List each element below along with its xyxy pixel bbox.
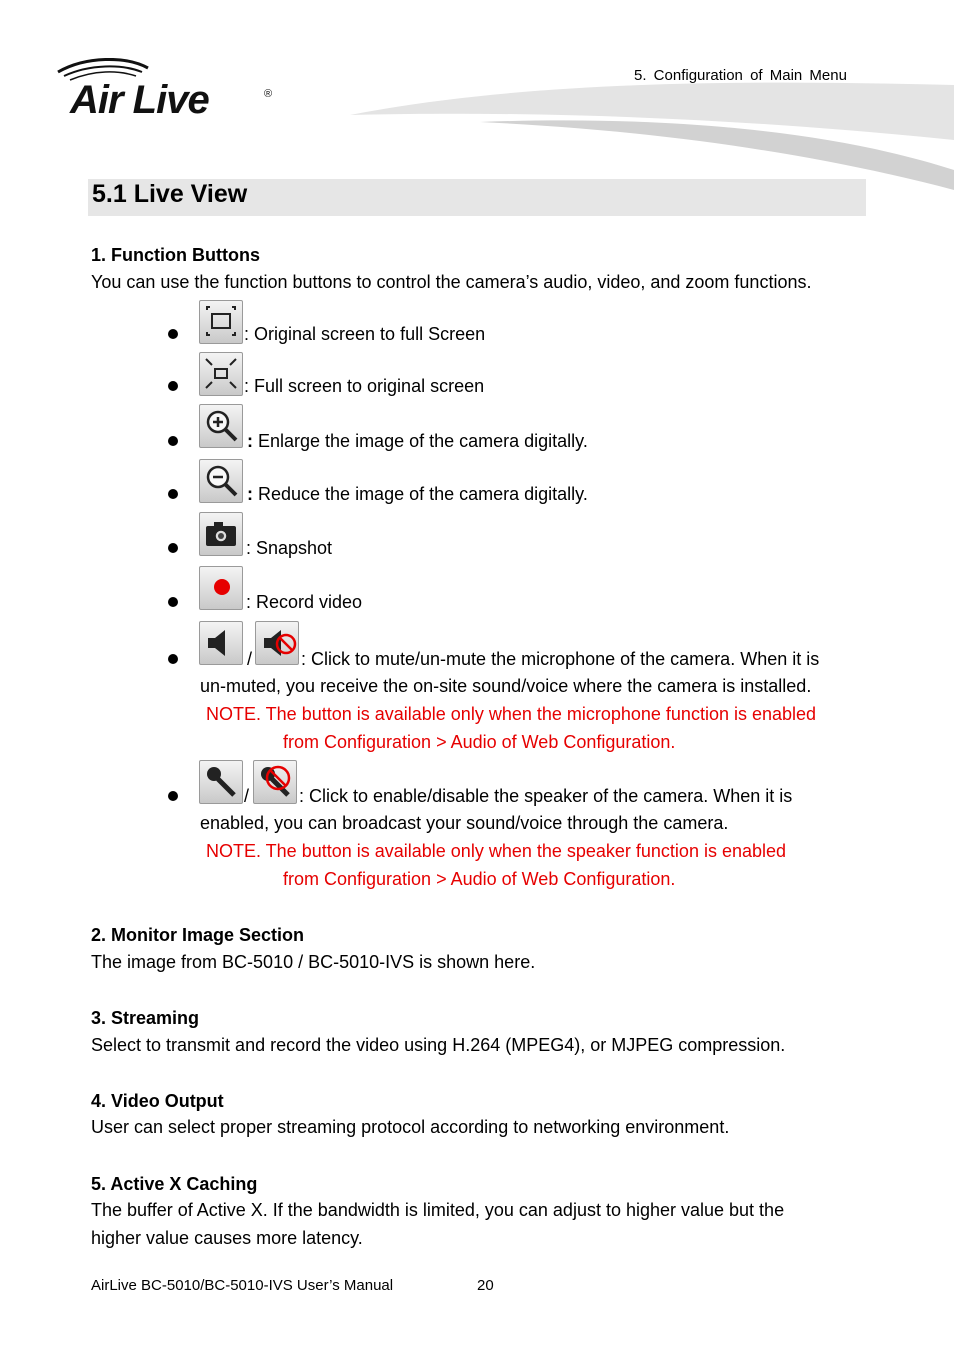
zoom-out-description (247, 484, 588, 505)
speaker-description: : Click to enable/disable the speaker of the camera. When it is (299, 786, 793, 806)
activex-text: The buffer of Active X. If the bandwidth is limited, you can adjust to higher value but the (91, 1200, 785, 1220)
bullet (168, 543, 178, 553)
exit-fullscreen-icon (199, 352, 243, 396)
microphone-description-cont: un-muted, you receive the on-site sound/voice where the camera is installed. (200, 676, 812, 696)
microphone-icon (199, 621, 243, 665)
streaming-text: Select to transmit and record the video using H.264 (MPEG4), or MJPEG compression. (91, 1035, 786, 1055)
page-number: 20 (477, 1277, 494, 1294)
slash: / (244, 786, 250, 806)
record-description: : Record video (246, 592, 363, 612)
speaker-disabled-icon (253, 760, 297, 804)
activex-heading: 5. Active X Caching (91, 1174, 258, 1194)
bullet (168, 381, 178, 391)
colon: : (247, 431, 253, 451)
speaker-description-cont: enabled, you can broadcast your sound/voice through the camera. (200, 813, 729, 833)
slash: / (247, 649, 253, 669)
section-title-bar (88, 179, 866, 216)
bullet (168, 791, 178, 801)
bullet (168, 329, 178, 339)
fullscreen-description: : Original screen to full Screen (244, 324, 486, 344)
monitor-heading: 2. Monitor Image Section (91, 925, 305, 945)
video-output-heading: 4. Video Output (91, 1091, 224, 1111)
speaker-icon (199, 760, 243, 804)
bullet (168, 489, 178, 499)
microphone-description: : Click to mute/un-mute the microphone of the camera. When it is (301, 649, 820, 669)
airlive-logo (56, 58, 286, 124)
fullscreen-icon (199, 300, 243, 344)
speaker-note: NOTE. The button is available only when the speaker function is enabled (206, 841, 787, 861)
zoom-in-icon (199, 404, 243, 448)
monitor-text: The image from BC-5010 / BC-5010-IVS is shown here. (91, 952, 536, 972)
bullet (168, 597, 178, 607)
zoom-in-description (247, 431, 588, 452)
function-buttons-heading: 1. Function Buttons (91, 245, 260, 265)
colon: : (247, 484, 253, 504)
exit-fullscreen-description: : Full screen to original screen (244, 376, 485, 396)
video-output-text: User can select proper streaming protocol according to networking environment. (91, 1117, 730, 1137)
bullet (168, 436, 178, 446)
logo-text: Air Live (70, 78, 209, 122)
microphone-muted-icon (255, 621, 299, 665)
zoom-out-text: Reduce the image of the camera digitally. (253, 484, 588, 504)
zoom-out-icon (199, 459, 243, 503)
microphone-note-cont: from Configuration > Audio of Web Configuration. (283, 732, 676, 752)
record-icon (199, 566, 243, 610)
section-title: 5.1 Live View (92, 180, 248, 208)
snapshot-description: : Snapshot (246, 538, 333, 558)
microphone-note: NOTE. The button is available only when the microphone function is enabled (206, 704, 817, 724)
logo-registered-mark: ® (264, 88, 273, 100)
function-buttons-intro: You can use the function buttons to control the camera’s audio, video, and zoom functions. (91, 272, 812, 292)
footer-manual-title: AirLive BC-5010/BC-5010-IVS User’s Manual (91, 1277, 394, 1294)
camera-icon (199, 512, 243, 556)
bullet (168, 654, 178, 664)
chapter-heading: 5. Configuration of Main Menu (634, 67, 847, 84)
speaker-note-cont: from Configuration > Audio of Web Configuration. (283, 869, 676, 889)
streaming-heading: 3. Streaming (91, 1008, 200, 1028)
activex-text-cont: higher value causes more latency. (91, 1228, 363, 1248)
zoom-in-text: Enlarge the image of the camera digitally. (253, 431, 588, 451)
